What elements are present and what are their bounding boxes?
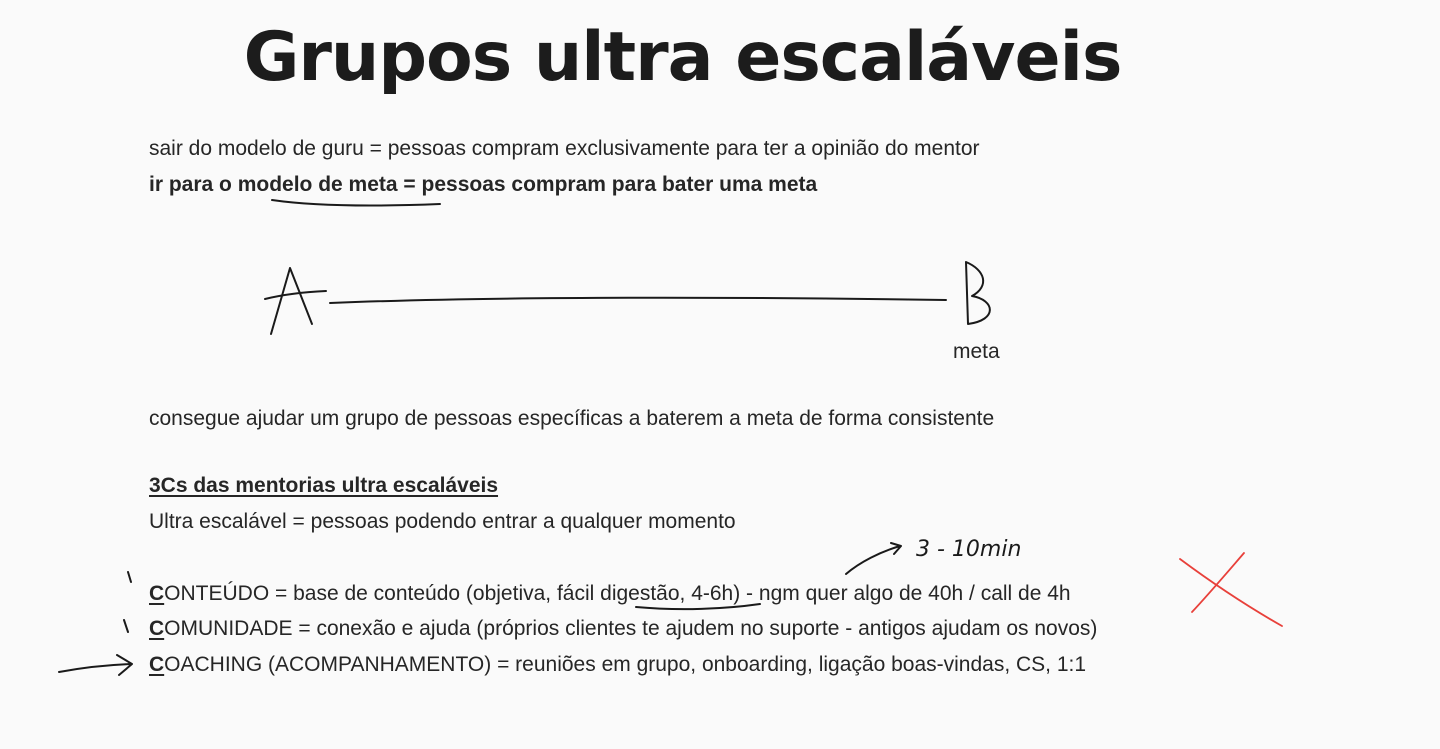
time-note: 3 - 10min — [916, 537, 1022, 562]
a-to-b-line-stroke — [330, 298, 946, 303]
letter-a-stroke — [265, 268, 326, 334]
meta-underline-stroke — [272, 200, 440, 205]
guru-model-line: sair do modelo de guru = pessoas compram exclusivamente para ter a opinião do mentor — [149, 137, 980, 160]
content-initial: C — [149, 582, 165, 605]
consistency-line: consegue ajudar um grupo de pessoas específicas a baterem a meta de forma consistente — [149, 407, 995, 430]
tick-community-stroke — [124, 620, 128, 632]
letter-b-stroke — [966, 262, 990, 324]
community-text: OMUNIDADE = conexão e ajuda (próprios clientes te ajudem no suporte - antigos ajudam os novos) — [164, 617, 1098, 640]
time-arrow-stroke — [846, 543, 901, 574]
goal-label: meta — [953, 340, 1000, 363]
content-text: ONTEÚDO = base de conteúdo (objetiva, fácil digestão, 4-6h) - ngm quer algo de 40h / call de 4h — [164, 582, 1071, 605]
diagram-start-letter: A — [296, 321, 298, 323]
page-title: Grupos ultra escaláveis — [243, 18, 1122, 97]
meta-model-prefix: ir para o — [149, 173, 238, 196]
content-item — [149, 580, 1071, 608]
coaching-initial: C — [149, 653, 165, 676]
coaching-arrow-stroke — [59, 655, 132, 675]
three-cs-heading: 3Cs das mentorias ultra escaláveis — [149, 474, 499, 497]
ultra-scalable-definition: Ultra escalável = pessoas podendo entrar a qualquer momento — [149, 510, 736, 533]
coaching-text: OACHING (ACOMPANHAMENTO) = reuniões em grupo, onboarding, ligação boas-vindas, CS, 1:1 — [164, 653, 1087, 676]
meta-model-line — [149, 171, 817, 199]
meta-model-term: modelo de meta — [237, 173, 398, 196]
meta-model-suffix: = pessoas compram para bater uma meta — [397, 173, 818, 196]
tick-content-stroke — [128, 572, 131, 582]
strike-cross-stroke — [1180, 553, 1282, 626]
community-item — [149, 615, 1097, 643]
diagram-end-letter: B — [980, 319, 982, 321]
coaching-item — [149, 651, 1086, 679]
community-initial: C — [149, 617, 165, 640]
